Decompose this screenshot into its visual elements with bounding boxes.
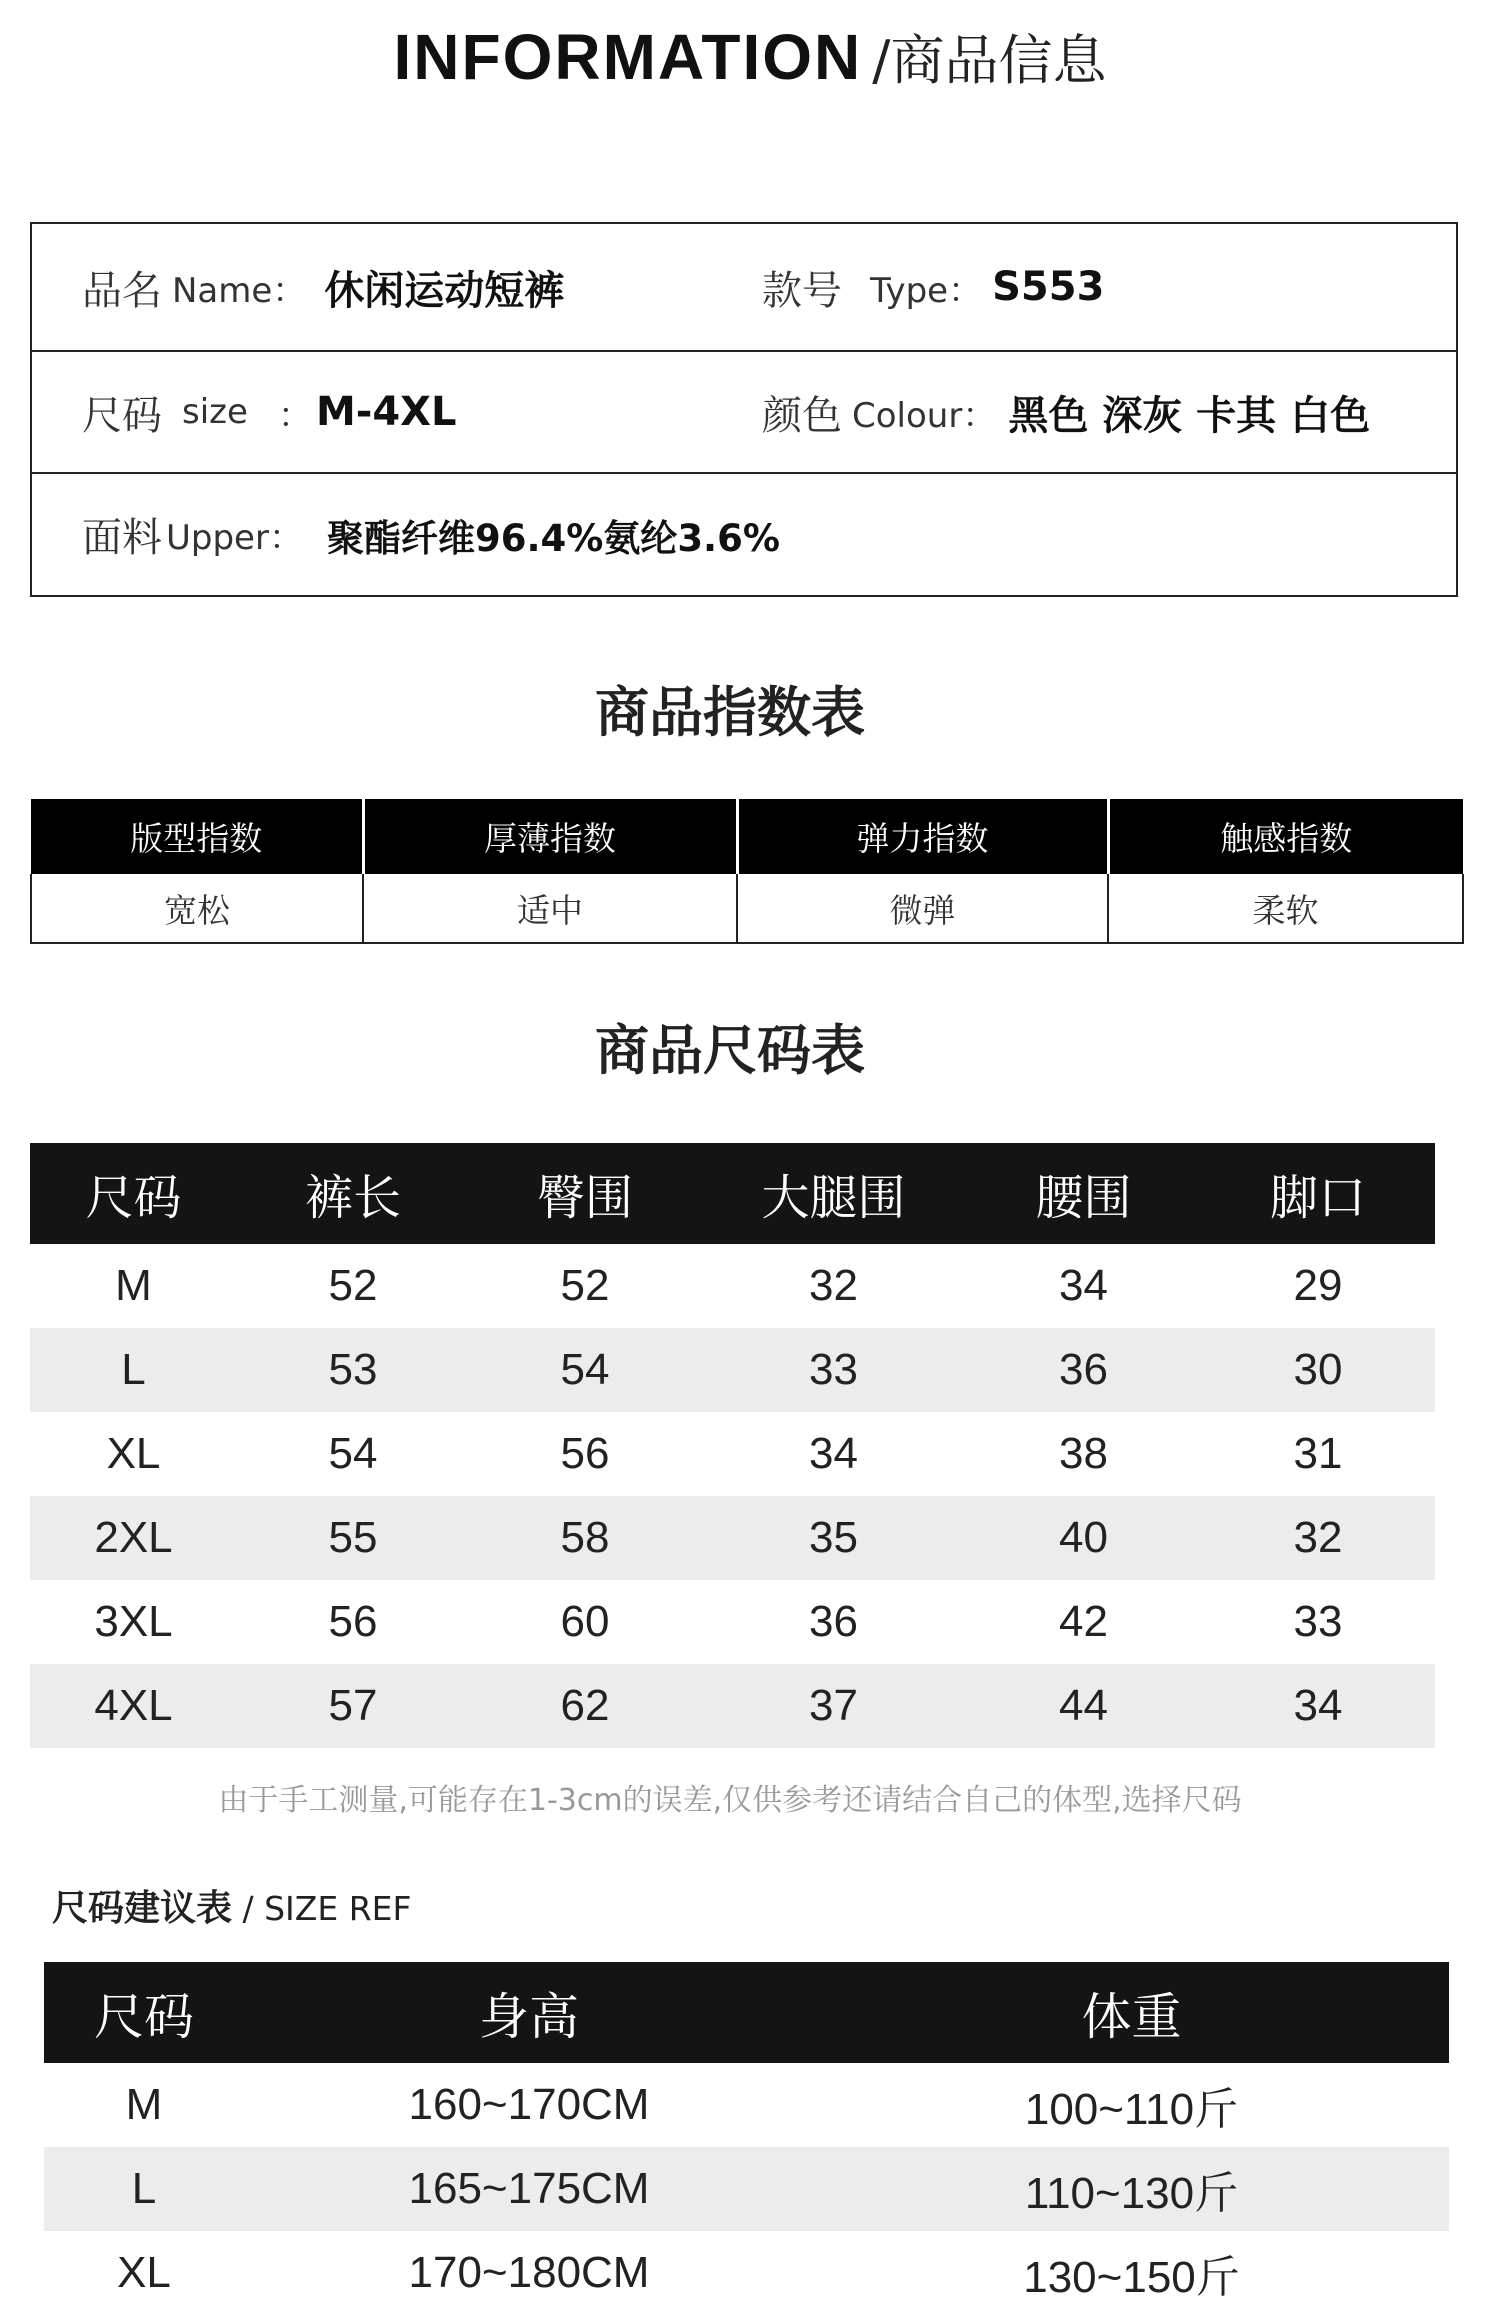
product-info-box: [30, 222, 1458, 597]
table-row: [44, 2063, 1449, 2147]
info-row-name-type: [32, 224, 1456, 352]
table-cell: 2XL: [30, 1496, 237, 1580]
table-cell: 40: [966, 1496, 1201, 1580]
table-cell: 60: [560, 1597, 610, 1646]
table-cell: 42: [1059, 1597, 1108, 1646]
table-cell: M: [125, 2080, 163, 2129]
table-cell: 130~150斤: [1023, 2253, 1240, 2302]
table-cell: 34: [809, 1429, 858, 1478]
size-ref-header-row: [44, 1962, 1449, 2063]
index-value-thickness: 适中: [363, 874, 737, 943]
measurement-note: 由于手工测量,可能存在1-3cm的误差,仅供参考还请结合自己的体型,选择尺码: [218, 1783, 1242, 1818]
info-upper: [82, 474, 780, 595]
table-cell: 33: [1293, 1597, 1343, 1646]
size-header: 尺码: [30, 1143, 237, 1244]
table-row: [30, 1580, 1435, 1664]
name-value: 休闲运动短裤: [324, 267, 565, 314]
page-header: [0, 18, 1500, 95]
table-cell: 34: [1059, 1261, 1108, 1310]
index-header-touch: 触感指数: [1108, 799, 1463, 874]
table-cell: L: [30, 1328, 237, 1412]
size-header: 大腿围: [701, 1143, 966, 1244]
colour-label-en: Colour：: [852, 395, 997, 436]
header-title-cn: /商品信息: [872, 29, 1107, 92]
size-ref-title: [52, 1880, 412, 1931]
type-value: S553: [992, 264, 1105, 310]
table-row: [30, 1664, 1435, 1748]
size-ref-header: 身高: [244, 1962, 814, 2063]
index-table: [30, 799, 1464, 944]
info-size: [82, 352, 457, 472]
table-cell: 32: [809, 1261, 858, 1310]
table-cell: 54: [469, 1328, 701, 1412]
table-cell: XL: [117, 2248, 171, 2297]
index-header-fit: 版型指数: [31, 799, 363, 874]
table-cell: 62: [469, 1664, 701, 1748]
size-ref-table: [44, 1962, 1449, 2315]
table-cell: M: [115, 1261, 152, 1310]
info-name: [82, 224, 564, 350]
table-cell: 56: [560, 1429, 610, 1478]
upper-value: 聚酯纤维96.4%氨纶3.6%: [326, 516, 780, 560]
table-cell: 55: [237, 1496, 469, 1580]
table-cell: 52: [328, 1261, 378, 1310]
size-ref-header: 体重: [814, 1962, 1449, 2063]
index-value-fit: 宽松: [31, 874, 363, 943]
table-cell: 3XL: [94, 1597, 173, 1646]
table-cell: 36: [966, 1328, 1201, 1412]
size-table-title: 商品尺码表: [595, 1019, 865, 1082]
upper-label-cn: 面料: [82, 515, 162, 561]
table-cell: 110~130斤: [814, 2147, 1449, 2231]
table-cell: 30: [1201, 1328, 1435, 1412]
table-cell: 58: [469, 1496, 701, 1580]
table-cell: 52: [560, 1261, 610, 1310]
type-label-cn: 款号: [762, 267, 842, 314]
table-row: [44, 2231, 1449, 2315]
table-row: [44, 2147, 1449, 2231]
type-label-en: Type：: [870, 270, 983, 311]
index-table-value-row: [31, 874, 1463, 943]
size-header: 裤长: [237, 1143, 469, 1244]
table-cell: 37: [701, 1664, 966, 1748]
table-cell: L: [44, 2147, 244, 2231]
info-colour: [762, 352, 1370, 472]
size-value: M-4XL: [315, 389, 457, 435]
colour-label-cn: 颜色: [762, 392, 842, 439]
size-table-header-row: [30, 1143, 1435, 1244]
name-label-en: Name：: [172, 270, 307, 311]
table-cell: 100~110斤: [1024, 2085, 1239, 2134]
table-cell: 57: [237, 1664, 469, 1748]
index-value-elasticity: 微弹: [737, 874, 1108, 943]
table-cell: 35: [701, 1496, 966, 1580]
table-cell: XL: [106, 1429, 161, 1478]
upper-label-en: Upper：: [166, 518, 303, 558]
header-title-en: INFORMATION: [393, 21, 863, 93]
info-row-upper: [32, 474, 1456, 595]
table-cell: 53: [237, 1328, 469, 1412]
index-table-header-row: [31, 799, 1463, 874]
table-cell: 32: [1201, 1496, 1435, 1580]
table-cell: 160~170CM: [408, 2080, 650, 2129]
table-cell: 31: [1293, 1429, 1343, 1478]
table-cell: 29: [1293, 1261, 1343, 1310]
info-type: [762, 224, 1104, 350]
table-row: [30, 1496, 1435, 1580]
table-cell: 34: [1201, 1664, 1435, 1748]
index-value-touch: 柔软: [1108, 874, 1463, 943]
colour-value: 黑色 深灰 卡其 白色: [1008, 392, 1371, 439]
size-ref-title-cn: 尺码建议表: [52, 1888, 233, 1929]
info-row-size-colour: [32, 352, 1456, 474]
table-row: [30, 1328, 1435, 1412]
name-label-cn: 品名: [82, 267, 162, 314]
index-table-title: 商品指数表: [595, 681, 865, 744]
table-row: [30, 1244, 1435, 1328]
size-ref-header: 尺码: [44, 1962, 244, 2063]
table-cell: 36: [809, 1597, 858, 1646]
table-cell: 33: [701, 1328, 966, 1412]
size-label-en: size: [182, 392, 248, 432]
table-cell: 56: [328, 1597, 378, 1646]
table-cell: 54: [328, 1429, 378, 1478]
size-header: 臀围: [469, 1143, 701, 1244]
table-cell: 4XL: [30, 1664, 237, 1748]
table-cell: 44: [966, 1664, 1201, 1748]
size-ref-title-en: / SIZE REF: [232, 1889, 412, 1928]
size-table: [30, 1143, 1435, 1748]
size-colon: ：: [277, 395, 312, 436]
index-header-thickness: 厚薄指数: [363, 799, 737, 874]
size-header: 腰围: [966, 1143, 1201, 1244]
index-header-elasticity: 弹力指数: [737, 799, 1108, 874]
table-cell: 38: [1059, 1429, 1108, 1478]
size-label-cn: 尺码: [82, 392, 162, 439]
table-cell: 165~175CM: [244, 2147, 814, 2231]
table-row: [30, 1412, 1435, 1496]
table-cell: 170~180CM: [408, 2248, 650, 2297]
size-header: 脚口: [1201, 1143, 1435, 1244]
